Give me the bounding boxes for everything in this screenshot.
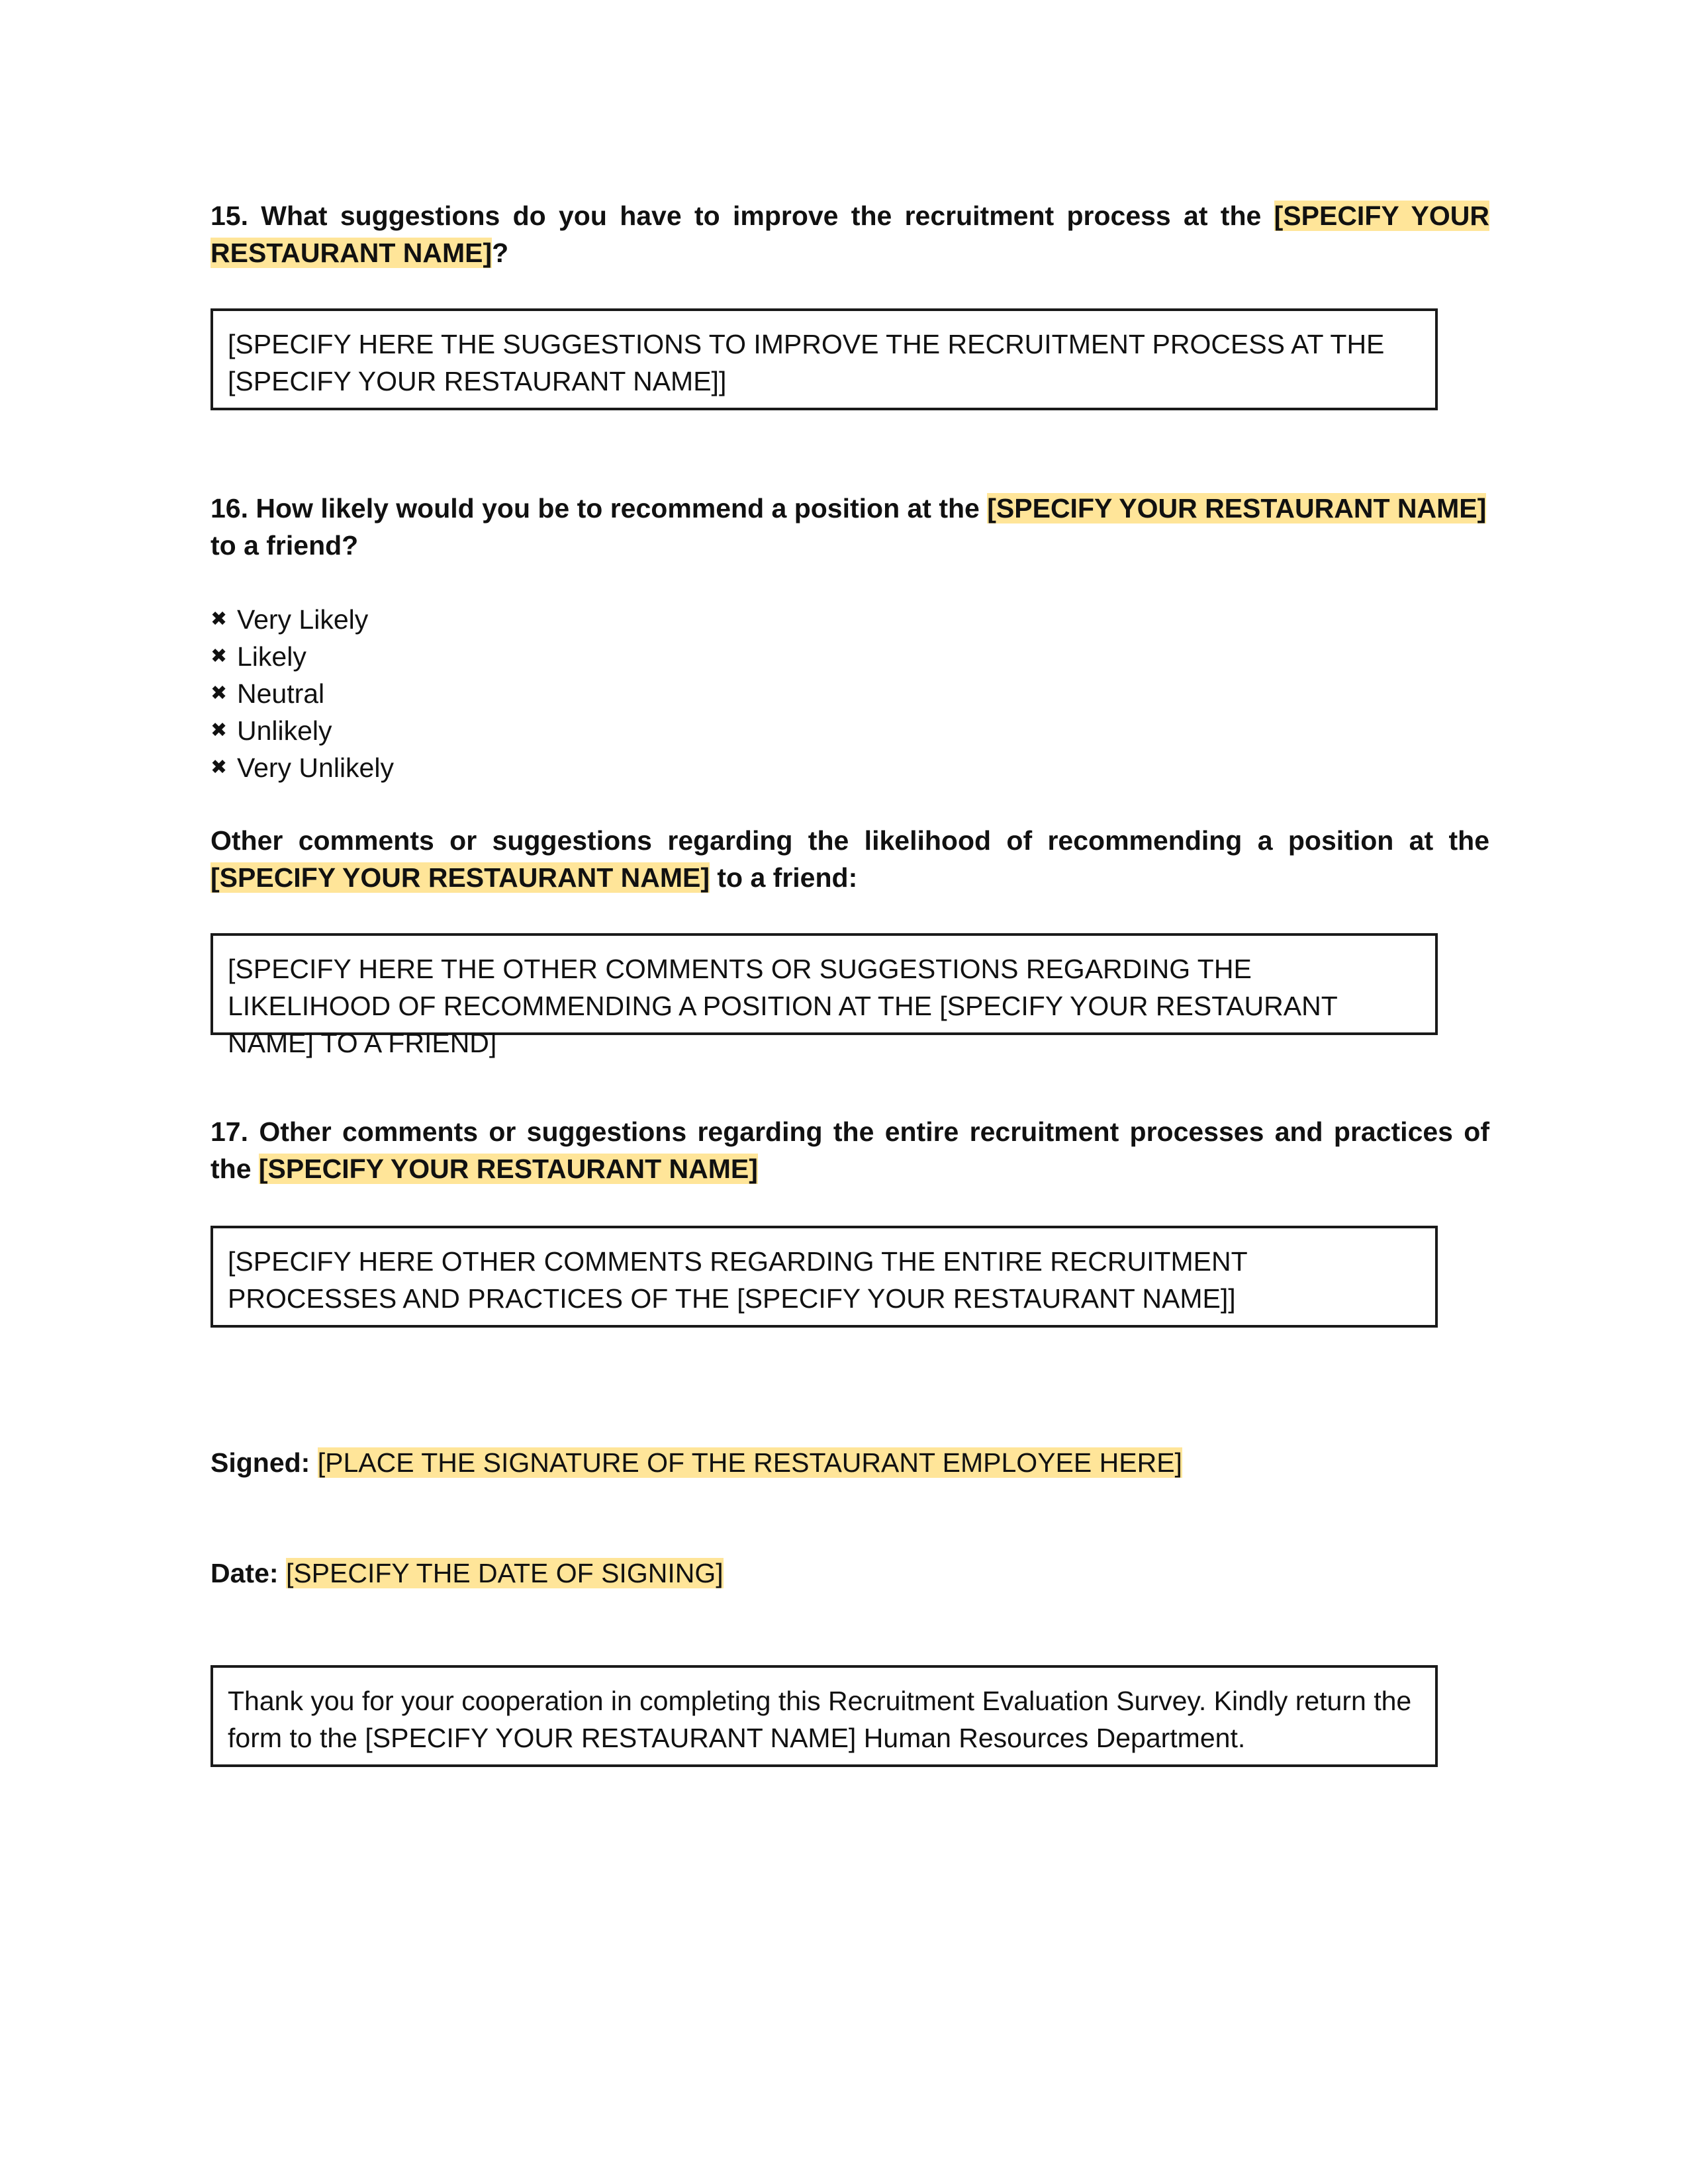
question-17 — [211, 1113, 1489, 1187]
option-label: Likely — [237, 641, 306, 672]
question-17-highlight: [SPECIFY YOUR RESTAURANT NAME] — [258, 1154, 758, 1184]
answer-box-16[interactable] — [211, 933, 1438, 1058]
question-15-highlight: [SPECIFY YOUR RESTAURANT NAME] — [211, 201, 1489, 268]
x-mark-icon: ✖ — [211, 608, 228, 630]
closing-note-box — [211, 1665, 1438, 1767]
option-label: Unlikely — [237, 715, 332, 746]
signature-placeholder[interactable]: [PLACE THE SIGNATURE OF THE RESTAURANT EMPLOYEE HERE] — [317, 1447, 1182, 1478]
likelihood-options — [211, 601, 394, 786]
other-prompt-highlight: [SPECIFY YOUR RESTAURANT NAME] — [211, 862, 710, 893]
question-15 — [211, 197, 1489, 271]
question-17-text: 17. Other comments or suggestions regarding the entire recruitment processes and practices of the — [211, 1116, 1489, 1184]
answer-15-text: [SPECIFY HERE THE SUGGESTIONS TO IMPROVE THE RECRUITMENT PROCESS AT THE [SPECIFY YOUR RESTAURANT NAME]] — [228, 329, 1385, 396]
x-mark-icon: ✖ — [211, 645, 228, 667]
question-16-suffix: to a friend? — [211, 530, 359, 561]
answer-16-text: [SPECIFY HERE THE OTHER COMMENTS OR SUGGESTIONS REGARDING THE LIKELIHOOD OF RECOMMENDING A POSITION AT THE [SPECIFY YOUR RESTAURANT NAME] TO A FRIEND] — [228, 954, 1338, 1058]
option-label: Neutral — [237, 678, 325, 709]
date-line — [211, 1555, 724, 1592]
x-mark-icon: ✖ — [211, 719, 228, 741]
signed-line — [211, 1444, 1182, 1481]
option-unlikely[interactable] — [211, 712, 394, 749]
question-16-other-prompt — [211, 822, 1489, 896]
question-16 — [211, 490, 1489, 564]
question-15-text: 15. What suggestions do you have to improve the recruitment process at the — [211, 201, 1274, 231]
answer-17-text: [SPECIFY HERE OTHER COMMENTS REGARDING THE ENTIRE RECRUITMENT PROCESSES AND PRACTICES OF THE [SPECIFY YOUR RESTAURANT NAME]] — [228, 1246, 1247, 1314]
answer-box-15[interactable] — [211, 308, 1438, 410]
other-prompt-suffix: to a friend: — [710, 862, 858, 893]
option-very-likely[interactable] — [211, 601, 394, 638]
question-16-highlight: [SPECIFY YOUR RESTAURANT NAME] — [987, 493, 1487, 523]
option-neutral[interactable] — [211, 675, 394, 712]
date-placeholder[interactable]: [SPECIFY THE DATE OF SIGNING] — [285, 1558, 724, 1588]
date-label: Date: — [211, 1558, 279, 1588]
option-label: Very Unlikely — [237, 752, 394, 783]
x-mark-icon: ✖ — [211, 682, 228, 704]
other-prompt-text: Other comments or suggestions regarding the likelihood of recommending a position at the — [211, 825, 1489, 856]
question-15-suffix: ? — [492, 238, 509, 268]
closing-note-text: Thank you for your cooperation in completing this Recruitment Evaluation Survey. Kindly return the form to the [SPECIFY YOUR RESTAURANT NAME] Human Resources Department. — [228, 1686, 1412, 1753]
x-mark-icon: ✖ — [211, 756, 228, 778]
option-label: Very Likely — [237, 604, 369, 635]
signed-label: Signed: — [211, 1447, 310, 1478]
option-likely[interactable] — [211, 638, 394, 675]
answer-box-17[interactable] — [211, 1226, 1438, 1328]
question-16-text: 16. How likely would you be to recommend a position at the — [211, 493, 988, 523]
option-very-unlikely[interactable] — [211, 749, 394, 786]
